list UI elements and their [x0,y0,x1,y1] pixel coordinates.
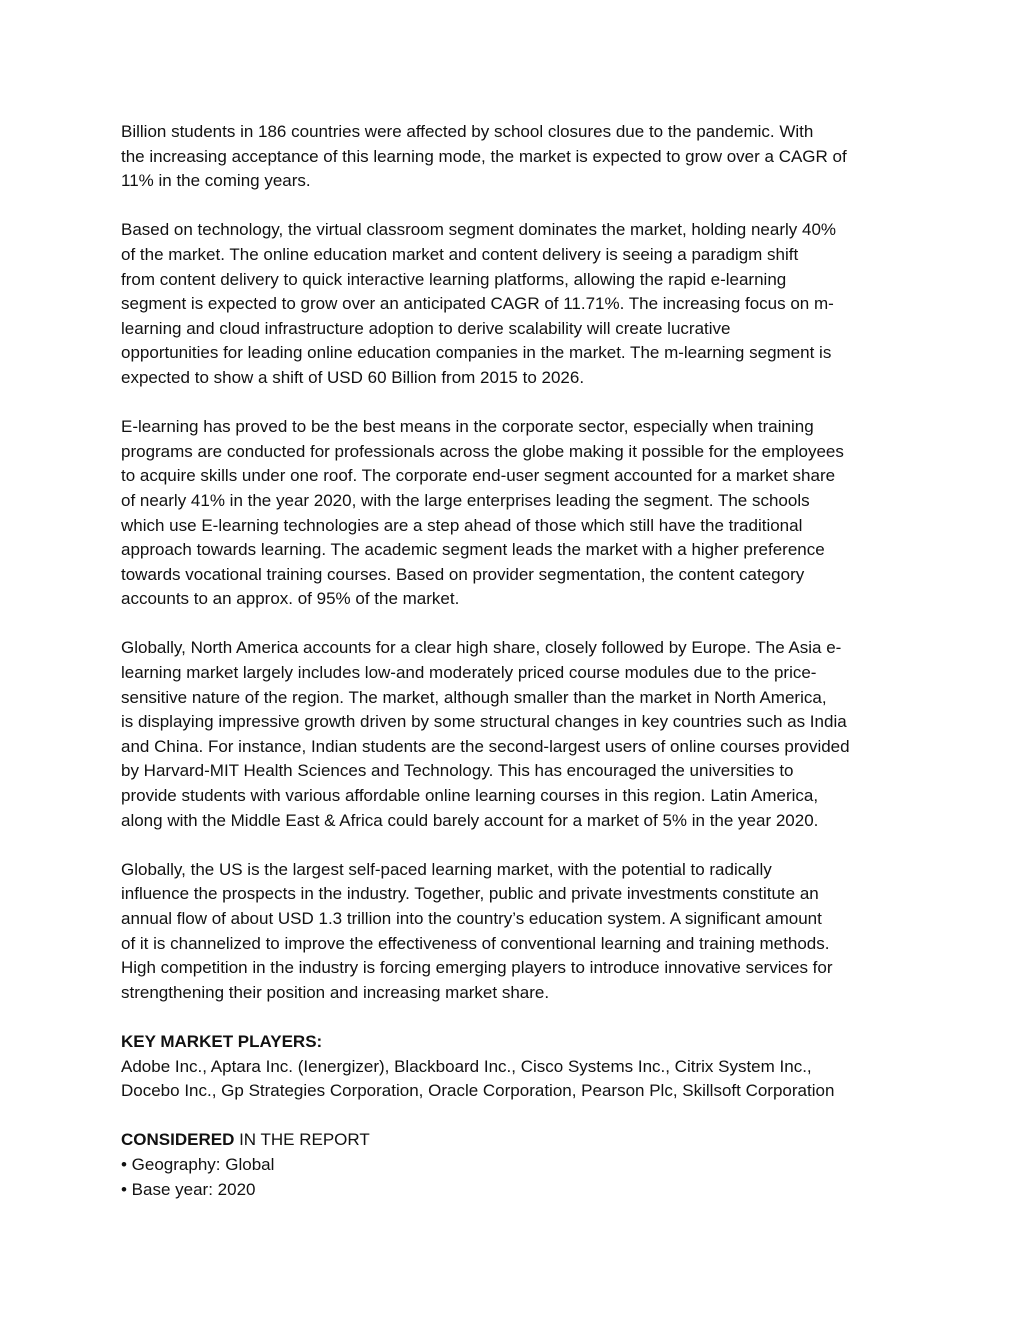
text-line: High competition in the industry is forcing emerging players to introduce innovative services for [121,958,833,978]
text-line: sensitive nature of the region. The market, although smaller than the market in North America, [121,687,827,707]
key-players-heading: KEY MARKET PLAYERS: [121,1031,323,1051]
text-line: from content delivery to quick interactive learning platforms, allowing the rapid e-learning [121,269,787,289]
text-line: Based on technology, the virtual classroom segment dominates the market, holding nearly 40% [121,220,837,240]
text-line: towards vocational training courses. Based on provider segmentation, the content category [121,564,805,584]
text-line: and China. For instance, Indian students are the second-largest users of online courses provided [121,736,850,756]
key-players-line: Adobe Inc., Aptara Inc. (Ienergizer), Blackboard Inc., Cisco Systems Inc., Citrix System Inc., [121,1056,812,1076]
considered-item: • Base year: 2020 [121,1179,256,1199]
text-line: Globally, North America accounts for a clear high share, closely followed by Europe. The Asia e- [121,638,842,658]
text-line: opportunities for leading online education companies in the market. The m-learning segment is [121,343,832,363]
text-line: the increasing acceptance of this learning mode, the market is expected to grow over a CAGR of [121,146,847,166]
considered-heading [121,1128,911,1153]
text-line: E-learning has proved to be the best means in the corporate sector, especially when training [121,417,814,437]
considered-item: • Geography: Global [121,1154,275,1174]
text-line: annual flow of about USD 1.3 trillion into the country’s education system. A significant amount [121,909,822,928]
text-line: which use E-learning technologies are a step ahead of those which still have the traditional [121,515,803,535]
text-line: by Harvard-MIT Health Sciences and Technology. This has encouraged the universities to [121,761,794,781]
considered-heading-rest: IN THE REPORT [234,1130,370,1150]
text-line: to acquire skills under one roof. The corporate end-user segment accounted for a market share [121,466,836,486]
text-line: 11% in the coming years. [121,171,311,191]
paragraph-5 [121,858,911,1006]
paragraph-3 [121,415,911,612]
considered-heading-bold: CONSIDERED [121,1130,235,1150]
text-line: learning market largely includes low-and moderately priced course modules due to the price- [121,663,817,683]
text-line: programs are conducted for professionals across the globe making it possible for the employees [121,441,844,461]
text-line: of it is channelized to improve the effectiveness of conventional learning and training methods. [121,933,830,953]
considered-section [121,1128,911,1202]
text-line: learning and cloud infrastructure adoption to derive scalability will create lucrative [121,318,731,338]
text-line: Globally, the US is the largest self-paced learning market, with the potential to radically [121,859,772,879]
text-line: accounts to an approx. of 95% of the market. [121,589,460,609]
text-line: along with the Middle East & Africa could barely account for a market of 5% in the year 2020. [121,810,819,830]
paragraph-2 [121,218,911,390]
text-line: influence the prospects in the industry. Together, public and private investments constitute an [121,884,819,904]
key-players-section [121,1030,911,1104]
text-line: of nearly 41% in the year 2020, with the large enterprises leading the segment. The schools [121,490,810,510]
text-line: Billion students in 186 countries were affected by school closures due to the pandemic. With [121,122,814,141]
text-line: segment is expected to grow over an anticipated CAGR of 11.71%. The increasing focus on m- [121,294,834,314]
text-line: strengthening their position and increasing market share. [121,982,550,1002]
text-line: of the market. The online education market and content delivery is seeing a paradigm shift [121,244,799,264]
paragraph-4 [121,636,911,833]
text-line: approach towards learning. The academic segment leads the market with a higher preference [121,540,825,560]
paragraph-1 [121,120,911,194]
key-players-line: Docebo Inc., Gp Strategies Corporation, Oracle Corporation, Pearson Plc, Skillsoft Corporation [121,1081,835,1101]
text-line: expected to show a shift of USD 60 Billion from 2015 to 2026. [121,367,585,387]
text-line: is displaying impressive growth driven by some structural changes in key countries such as India [121,712,847,732]
document-page [121,120,911,1227]
text-line: provide students with various affordable online learning courses in this region. Latin America, [121,786,819,806]
